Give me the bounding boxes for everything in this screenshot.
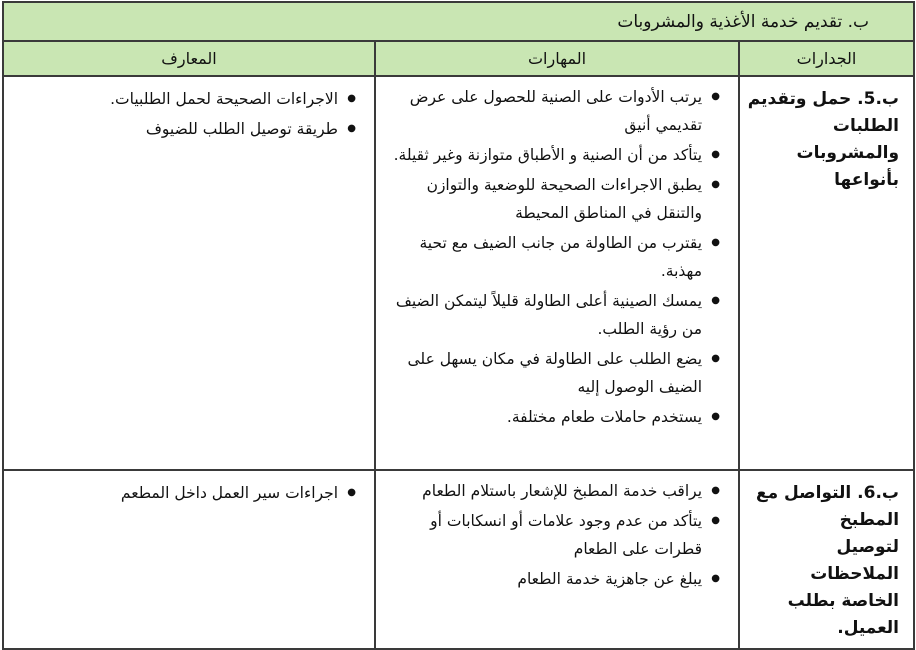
table-title: ب. تقديم خدمة الأغذية والمشروبات: [3, 2, 914, 41]
list-item: ● يقترب من الطاولة من جانب الضيف مع تحية مهذبة.: [382, 229, 728, 285]
list-item: ● اجراءات سير العمل داخل المطعم: [10, 479, 364, 507]
competency-line: الملاحظات: [810, 564, 900, 584]
knowledge-cell: [3, 76, 375, 470]
competency-line: لتوصيل: [836, 537, 900, 557]
list-item: ● يرتب الأدوات على الصنية للحصول على عرض تقديمي أنيق: [382, 83, 728, 139]
knowledge-list: [10, 85, 364, 143]
competency-line: بأنواعها: [834, 170, 900, 190]
competency-cell: [739, 76, 914, 470]
list-item: ● يراقب خدمة المطبخ للإشعار باستلام الطعام: [382, 477, 728, 505]
skills-cell: [375, 470, 739, 649]
header-competencies: الجدارات: [739, 41, 914, 76]
skills-cell: [375, 76, 739, 470]
list-item: ● يطبق الاجراءات الصحيحة للوضعية والتوازن والتنقل في المناطق المحيطة: [382, 171, 728, 227]
header-skills: المهارات: [375, 41, 739, 76]
list-item: ● الاجراءات الصحيحة لحمل الطلبيات.: [10, 85, 364, 113]
list-item: ● يتأكد من عدم وجود علامات أو انسكابات أو قطرات على الطعام: [382, 507, 728, 563]
competency-line: ب.6. التواصل مع: [755, 483, 900, 503]
list-item: ● يتأكد من أن الصنية و الأطباق متوازنة وغير ثقيلة.: [382, 141, 728, 169]
header-knowledge: المعارف: [3, 41, 375, 76]
skills-list: [382, 477, 728, 593]
title-row: [3, 2, 914, 41]
list-item: ● يبلغ عن جاهزية خدمة الطعام: [382, 565, 728, 593]
header-row: [3, 41, 914, 76]
list-item: ● يمسك الصينية أعلى الطاولة قليلاً ليتمكن الضيف من رؤية الطلب.: [382, 287, 728, 343]
competency-line: الطلبات: [832, 116, 900, 136]
table-row: [3, 470, 914, 649]
knowledge-list: [10, 479, 364, 507]
competency-line: والمشروبات: [796, 143, 900, 163]
knowledge-cell: [3, 470, 375, 649]
competency-table: [2, 1, 915, 650]
competency-line: ب.5. حمل وتقديم: [747, 89, 900, 109]
skills-list: [382, 83, 728, 431]
competency-line: المطبخ: [839, 510, 900, 530]
competency-line: الخاصة بطلب: [787, 591, 900, 611]
competency-cell: [739, 470, 914, 649]
competency-line: العميل.: [837, 618, 900, 638]
list-item: ● طريقة توصيل الطلب للضيوف: [10, 115, 364, 143]
list-item: ● يستخدم حاملات طعام مختلفة.: [382, 403, 728, 431]
table-row: [3, 76, 914, 470]
list-item: ● يضع الطلب على الطاولة في مكان يسهل على الضيف الوصول إليه: [382, 345, 728, 401]
